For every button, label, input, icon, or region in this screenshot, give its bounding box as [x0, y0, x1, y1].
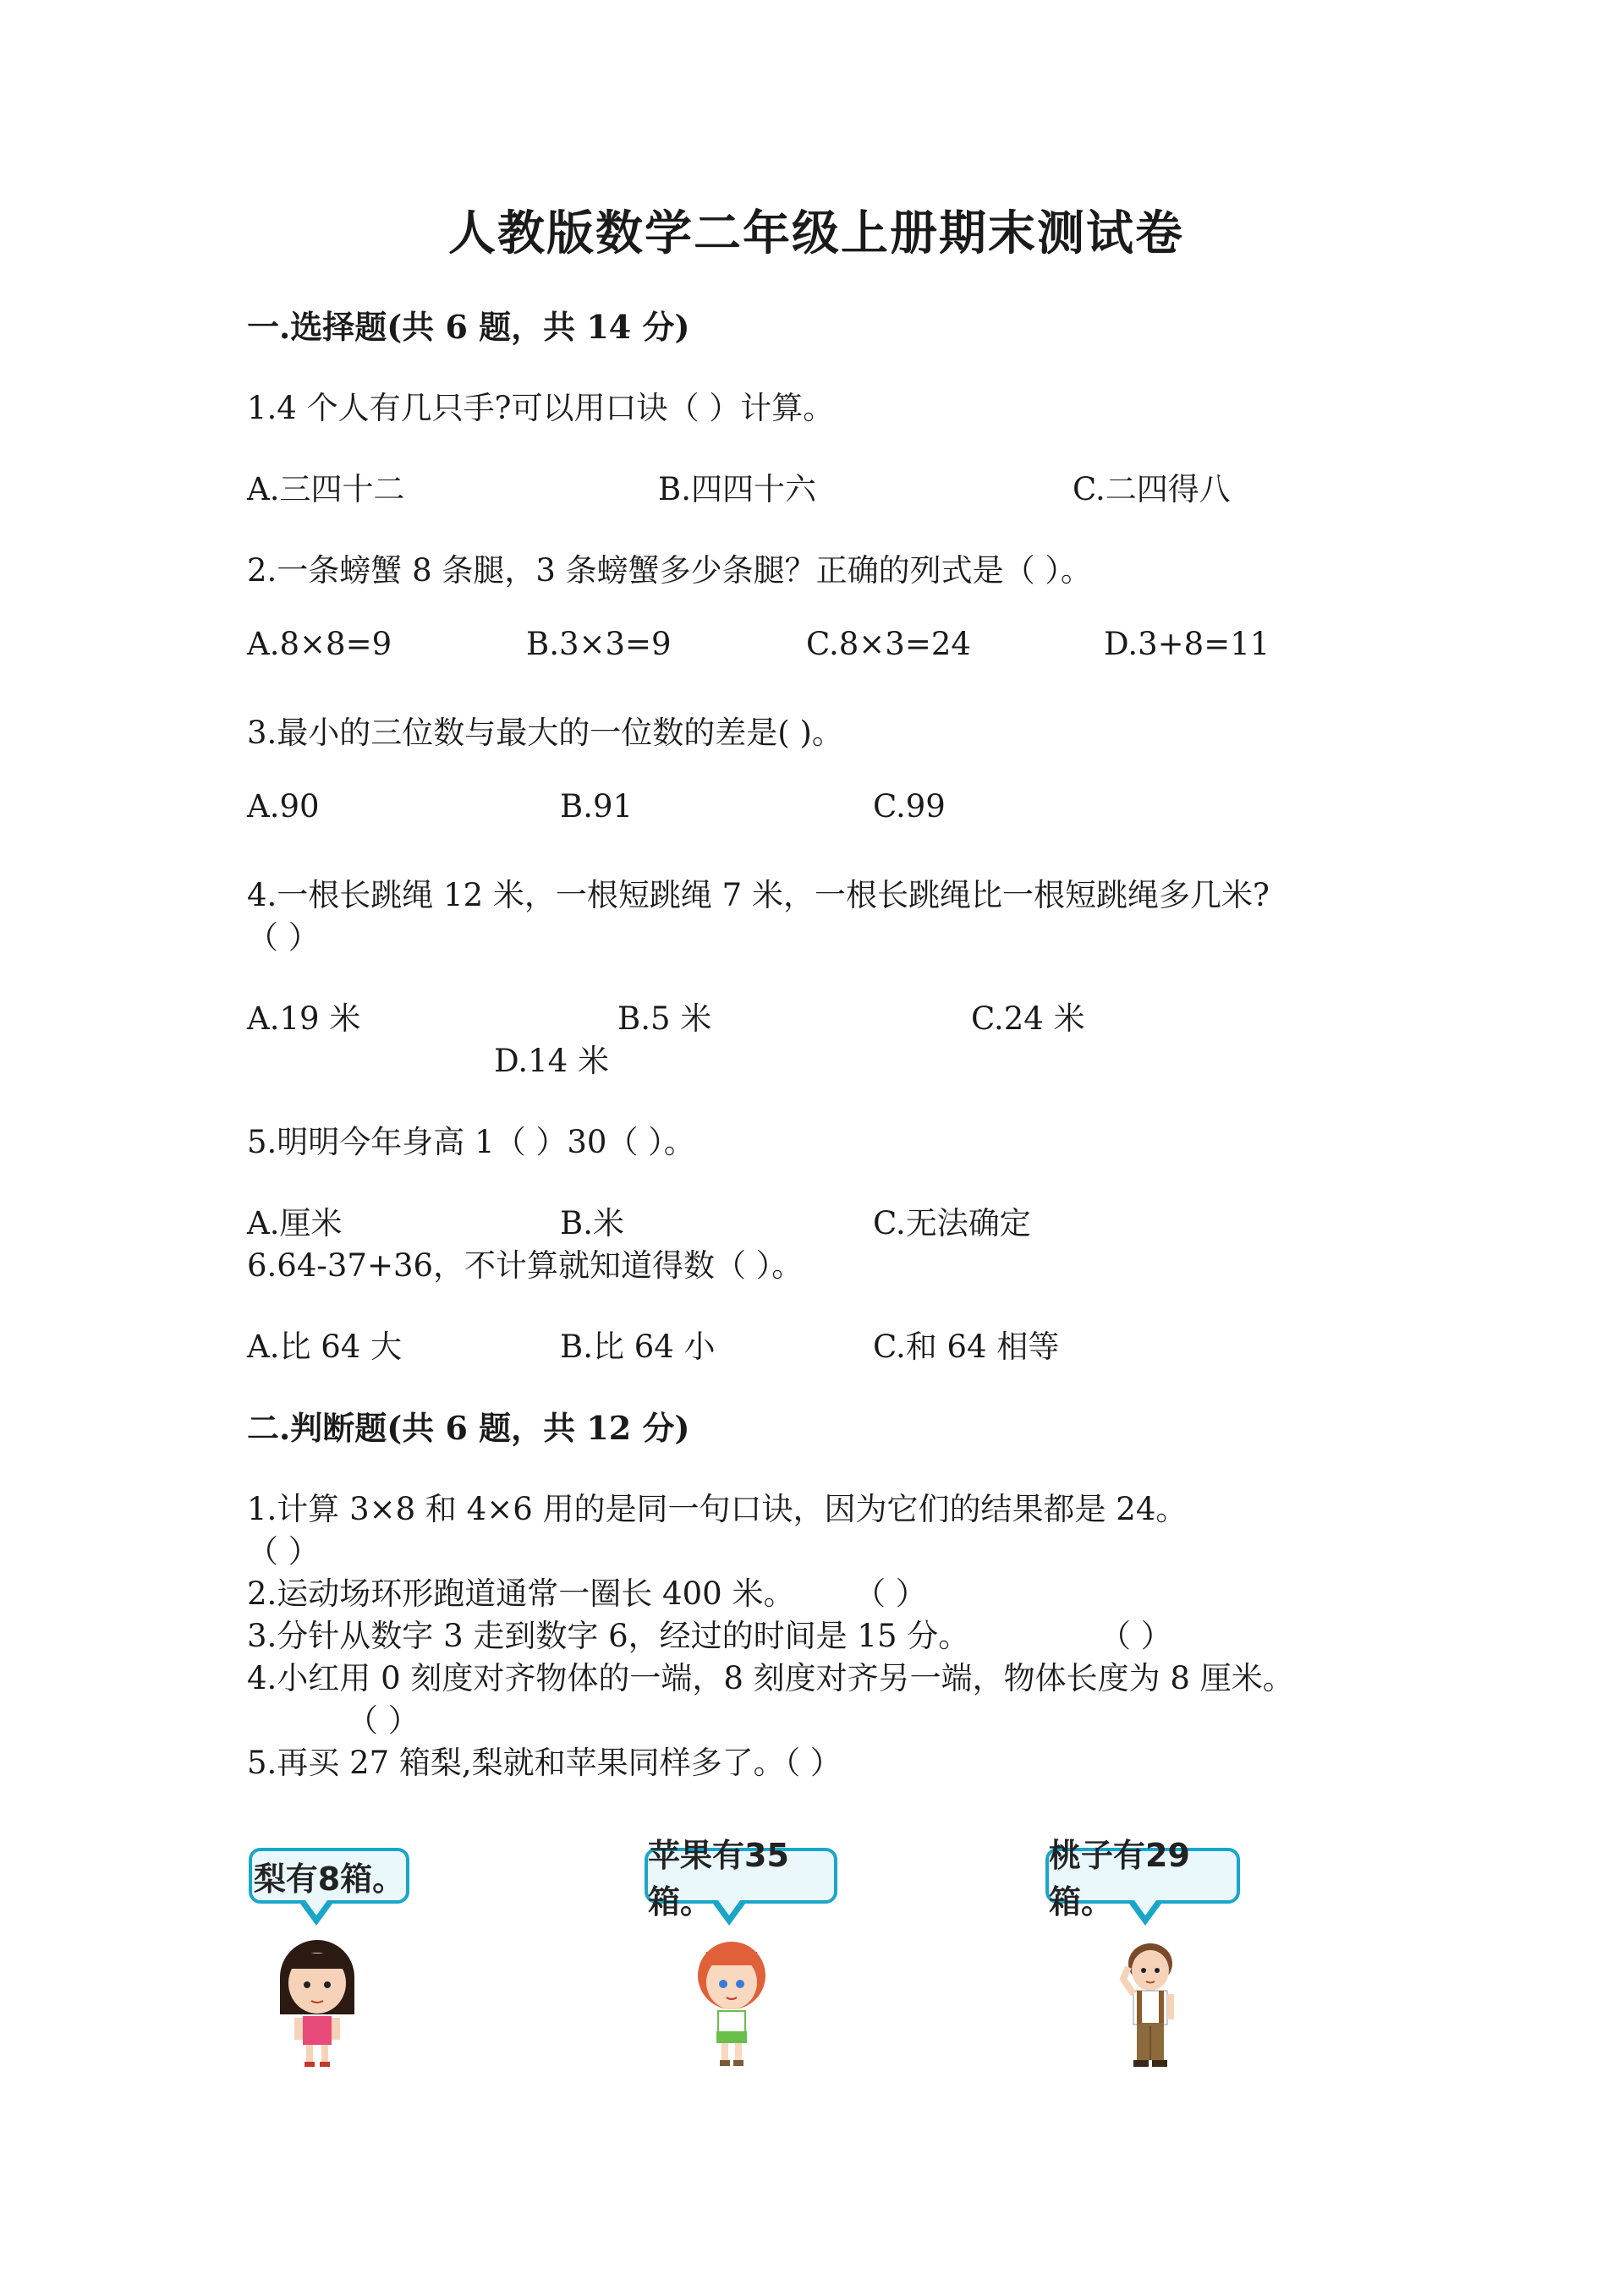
j3-stem: 3.分针从数字 3 走到数字 6，经过的时间是 15 分。 [247, 1618, 970, 1654]
q5-option-b: B.米 [560, 1205, 624, 1241]
q6-option-a: A.比 64 大 [247, 1329, 403, 1365]
q4-stem-paren: （ ） [247, 919, 320, 956]
section2-heading: 二.判断题(共 6 题，共 12 分) [247, 1409, 690, 1447]
q4-option-c: C.24 米 [971, 1000, 1085, 1037]
speech-tail-inner [716, 1897, 743, 1915]
q3-option-b: B.91 [560, 788, 634, 825]
q6-option-c: C.和 64 相等 [873, 1329, 1060, 1365]
j3-paren: （ ） [1100, 1618, 1172, 1654]
j2-paren: （ ） [854, 1575, 927, 1612]
q1-option-b: B.四四十六 [658, 471, 816, 507]
q1-stem: 1.4 个人有几只手?可以用口诀（ ）计算。 [247, 390, 835, 426]
q5-stem: 5.明明今年身高 1（ ）30（ ）。 [247, 1124, 695, 1160]
girl-black-hair-illustration [271, 1937, 364, 2068]
q2-stem: 2.一条螃蟹 8 条腿，3 条螃蟹多少条腿？正确的列式是（ ）。 [247, 552, 1092, 589]
q3-stem: 3.最小的三位数与最大的一位数的差是( )。 [247, 715, 843, 751]
speech-tail-inner [303, 1897, 330, 1915]
page-title: 人教版数学二年级上册期末测试卷 [448, 205, 1184, 261]
j1-paren: （ ） [247, 1533, 320, 1570]
q1-option-a: A.三四十二 [247, 471, 405, 507]
q2-option-a: A.8×8=9 [247, 626, 392, 662]
j5-stem: 5.再买 27 箱梨,梨就和苹果同样多了。（ ） [247, 1745, 842, 1781]
j2-stem: 2.运动场环形跑道通常一圈长 400 米。 [247, 1575, 795, 1612]
q3-option-a: A.90 [247, 788, 320, 825]
j4-stem: 4.小红用 0 刻度对齐物体的一端，8 刻度对齐另一端，物体长度为 8 厘米。 [247, 1660, 1294, 1696]
q2-option-b: B.3×3=9 [526, 626, 672, 662]
girl-red-hair-illustration [689, 1937, 774, 2068]
q4-option-a: A.19 米 [247, 1000, 361, 1037]
q3-option-c: C.99 [873, 788, 946, 825]
speech-bubble-apples: 苹果有35箱。 [645, 1848, 837, 1904]
q5-option-c: C.无法确定 [873, 1205, 1031, 1241]
q2-option-d: D.3+8=11 [1104, 626, 1270, 662]
q6-option-b: B.比 64 小 [560, 1329, 716, 1365]
speech-bubble-peaches: 桃子有29箱。 [1045, 1848, 1240, 1904]
boy-thinking-illustration [1108, 1935, 1193, 2070]
section1-heading: 一.选择题(共 6 题，共 14 分) [247, 308, 690, 346]
q2-option-c: C.8×3=24 [806, 626, 971, 662]
j4-paren: （ ） [347, 1702, 420, 1739]
q4-option-b: B.5 米 [617, 1000, 712, 1037]
q1-option-c: C.二四得八 [1073, 471, 1231, 507]
q4-option-d: D.14 米 [494, 1043, 609, 1079]
q5-option-a: A.厘米 [247, 1205, 343, 1241]
speech-tail-inner [1132, 1897, 1159, 1915]
j1-stem: 1.计算 3×8 和 4×6 用的是同一句口诀，因为它们的结果都是 24。 [247, 1491, 1188, 1527]
q4-stem: 4.一根长跳绳 12 米，一根短跳绳 7 米，一根长跳绳比一根短跳绳多几米? [247, 877, 1270, 913]
speech-bubble-pears: 梨有8箱。 [249, 1848, 409, 1904]
q6-stem: 6.64-37+36，不计算就知道得数（ ）。 [247, 1247, 804, 1284]
